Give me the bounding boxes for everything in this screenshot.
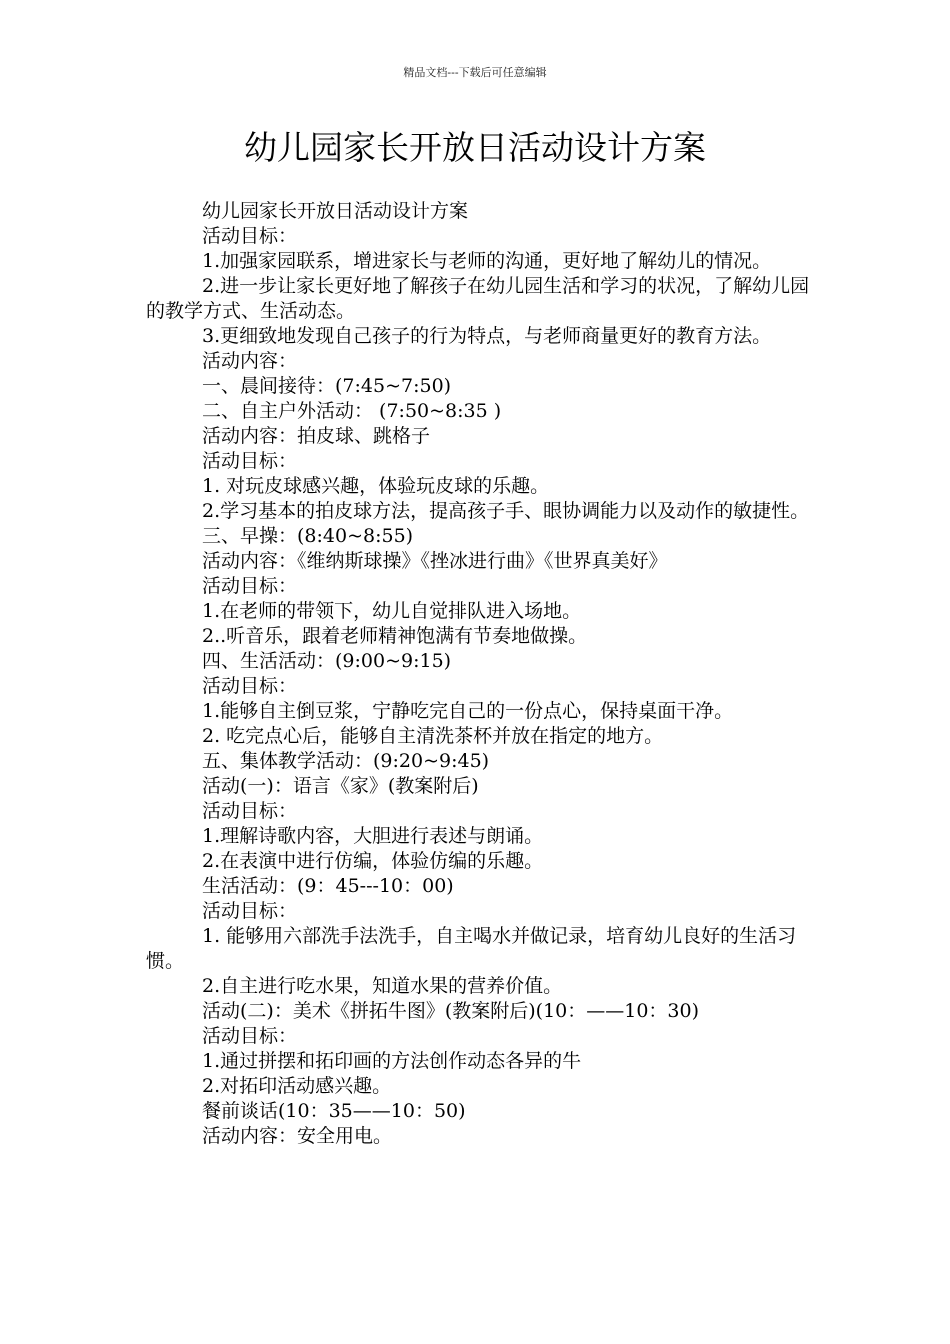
paragraph: 2. 吃完点心后，能够自主清洗茶杯并放在指定的地方。 <box>202 725 664 747</box>
paragraph: 1. 能够用六部洗手法洗手，自主喝水并做记录，培育幼儿良好的生活习惯。 <box>146 925 797 972</box>
paragraph: 活动目标： <box>202 225 298 247</box>
paragraph: 活动内容：《维纳斯球操》《挫冰进行曲》《世界真美好》 <box>202 550 668 572</box>
paragraph: 2.进一步让家长更好地了解孩子在幼儿园生活和学习的状况，了解幼儿园的教学方式、生活动态。 <box>146 275 810 322</box>
paragraph: 活动目标： <box>202 1025 298 1047</box>
paragraph: 1.加强家园联系，增进家长与老师的沟通，更好地了解幼儿的情况。 <box>202 250 772 272</box>
paragraph: 活动(二)：美术《拼拓牛图》(教案附后)(10：——10：30) <box>202 1000 700 1022</box>
paragraph: 1. 对玩皮球感兴趣，体验玩皮球的乐趣。 <box>202 475 550 497</box>
paragraph: 1.在老师的带领下，幼儿自觉排队进入场地。 <box>202 600 582 622</box>
paragraph: 1.能够自主倒豆浆，宁静吃完自己的一份点心，保持桌面干净。 <box>202 700 734 722</box>
paragraph: 三、早操：(8:40~8:55) <box>202 525 414 547</box>
paragraph: 2.自主进行吃水果，知道水果的营养价值。 <box>202 975 563 997</box>
paragraph: 2..听音乐，跟着老师精神饱满有节奏地做操。 <box>202 625 588 647</box>
paragraph: 活动目标： <box>202 800 298 822</box>
paragraph: 活动内容：安全用电。 <box>202 1125 393 1147</box>
document-title: 幼儿园家长开放日活动设计方案 <box>244 128 706 167</box>
paragraph: 生活活动：(9：45---10：00) <box>202 875 454 897</box>
paragraph: 活动内容：拍皮球、跳格子 <box>202 425 431 447</box>
paragraph: 1.通过拼摆和拓印画的方法创作动态各异的牛 <box>202 1050 582 1072</box>
paragraph: 1.理解诗歌内容，大胆进行表述与朗诵。 <box>202 825 544 847</box>
paragraph: 2.对拓印活动感兴趣。 <box>202 1075 392 1097</box>
paragraph: 一、晨间接待：(7:45~7:50) <box>202 375 452 397</box>
paragraph: 活动目标： <box>202 675 298 697</box>
paragraph: 活动内容： <box>202 350 298 372</box>
paragraph: 活动(一)：语言《家》(教案附后) <box>202 775 479 797</box>
paragraph: 幼儿园家长开放日活动设计方案 <box>202 200 469 222</box>
paragraph: 活动目标： <box>202 900 298 922</box>
paragraph: 二、自主户外活动： (7:50~8:35 ) <box>202 400 502 422</box>
page-header-note: 精品文档---下载后可任意编辑 <box>403 66 547 79</box>
paragraph: 五、集体教学活动：(9:20~9:45) <box>202 750 490 772</box>
paragraph: 3.更细致地发现自己孩子的行为特点，与老师商量更好的教育方法。 <box>202 325 772 347</box>
paragraph: 2.学习基本的拍皮球方法，提高孩子手、眼协调能力以及动作的敏捷性。 <box>202 500 810 522</box>
paragraph: 活动目标： <box>202 575 298 597</box>
document-body <box>146 199 818 1149</box>
paragraph: 2.在表演中进行仿编，体验仿编的乐趣。 <box>202 850 544 872</box>
paragraph: 餐前谈话(10：35——10：50) <box>202 1100 466 1122</box>
paragraph: 活动目标： <box>202 450 298 472</box>
paragraph: 四、生活活动：(9:00~9:15) <box>202 650 452 672</box>
